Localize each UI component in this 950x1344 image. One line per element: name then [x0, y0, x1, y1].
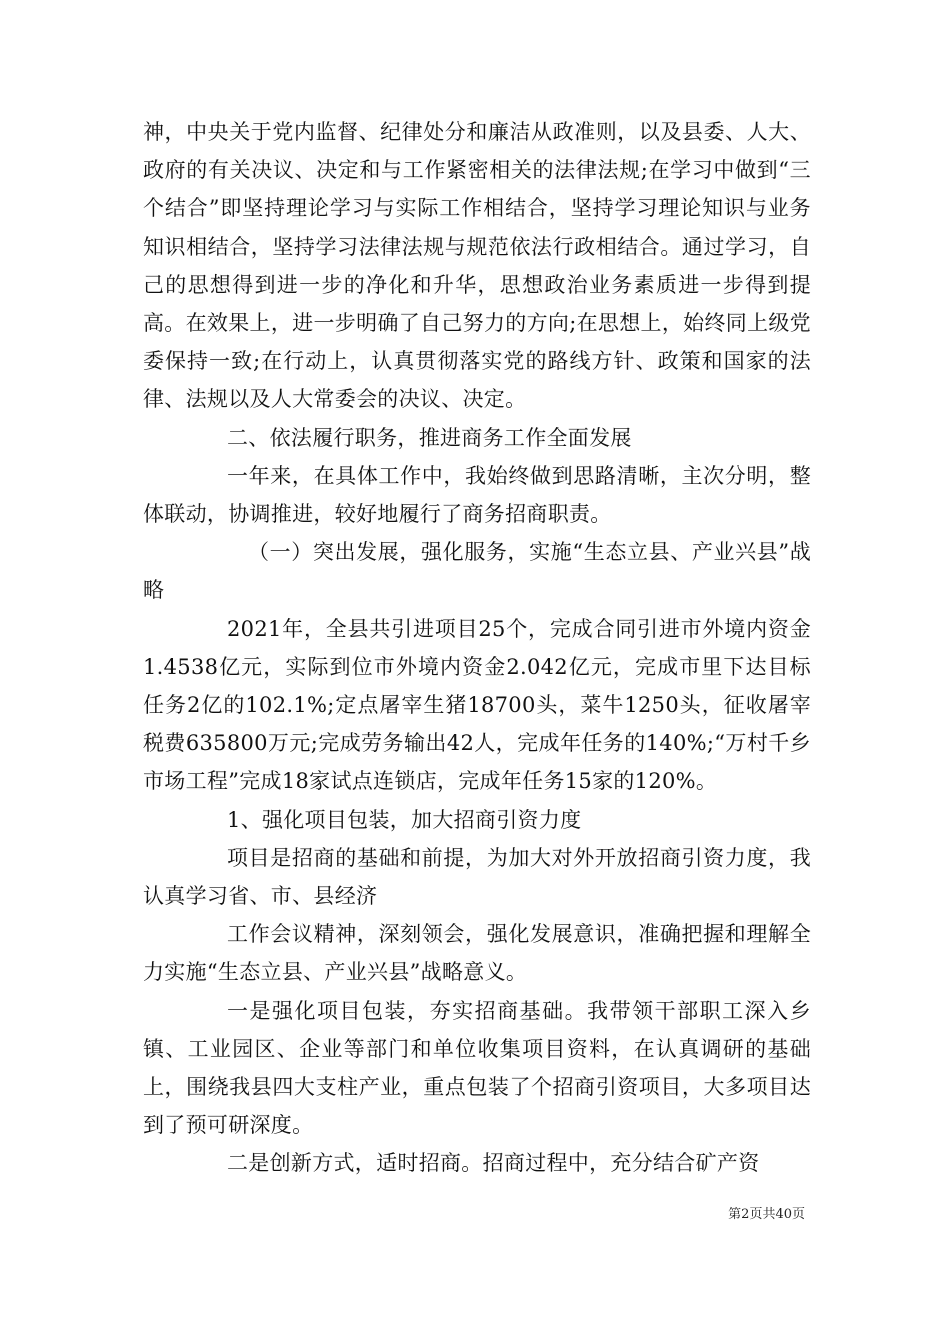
paragraph: 项目是招商的基础和前提，为加大对外开放招商引资力度，我认真学习省、市、县经济	[143, 845, 811, 909]
document-body	[143, 113, 811, 1183]
paragraph: 工作会议精神，深刻领会，强化发展意识，准确把握和理解全力实施“生态立县、产业兴县”战略意义。	[143, 922, 811, 985]
item-heading: 1、强化项目包装，加大招商引资力度	[227, 807, 582, 832]
subsection-heading: （一）突出发展，强化服务，实施“生态立县、产业兴县”战略	[143, 540, 811, 603]
paragraph-statistics: 2021年，全县共引进项目25个，完成合同引进市外境内资金1.4538亿元，实际到位市外境内资金2.042亿元，完成市里下达目标任务2亿的102.1%;定点屠宰生猪18700头，菜牛1250头，征收屠宰税费635800万元;完成劳务输出42人，完成年任务的140%;“万村千乡市场工程”完成18家试点连锁店，完成年任务15家的120%。	[143, 616, 811, 794]
paragraph: 二是创新方式，适时招商。招商过程中，充分结合矿产资	[227, 1151, 760, 1176]
section-heading: 二、依法履行职务，推进商务工作全面发展	[227, 425, 632, 450]
page-number: 第2页共40页	[728, 1207, 805, 1222]
paragraph-continuation: 神，中央关于党内监督、纪律处分和廉洁从政准则，以及县委、人大、政府的有关决议、决定和与工作紧密相关的法律法规;在学习中做到“三个结合”即坚持理论学习与实际工作相结合，坚持学习理论知识与业务知识相结合，坚持学习法律法规与规范依法行政相结合。通过学习，自己的思想得到进一步的净化和升华，思想政治业务素质进一步得到提高。在效果上，进一步明确了自己努力的方向;在思想上，始终同上级党委保持一致;在行动上，认真贯彻落实党的路线方针、政策和国家的法律、法规以及人大常委会的决议、决定。	[143, 120, 811, 412]
paragraph: 一是强化项目包装，夯实招商基础。我带领干部职工深入乡镇、工业园区、企业等部门和单位收集项目资料，在认真调研的基础上，围绕我县四大支柱产业，重点包装了个招商引资项目，大多项目达到了预可研深度。	[143, 998, 811, 1138]
paragraph: 一年来，在具体工作中，我始终做到思路清晰，主次分明，整体联动，协调推进，较好地履行了商务招商职责。	[143, 463, 811, 527]
